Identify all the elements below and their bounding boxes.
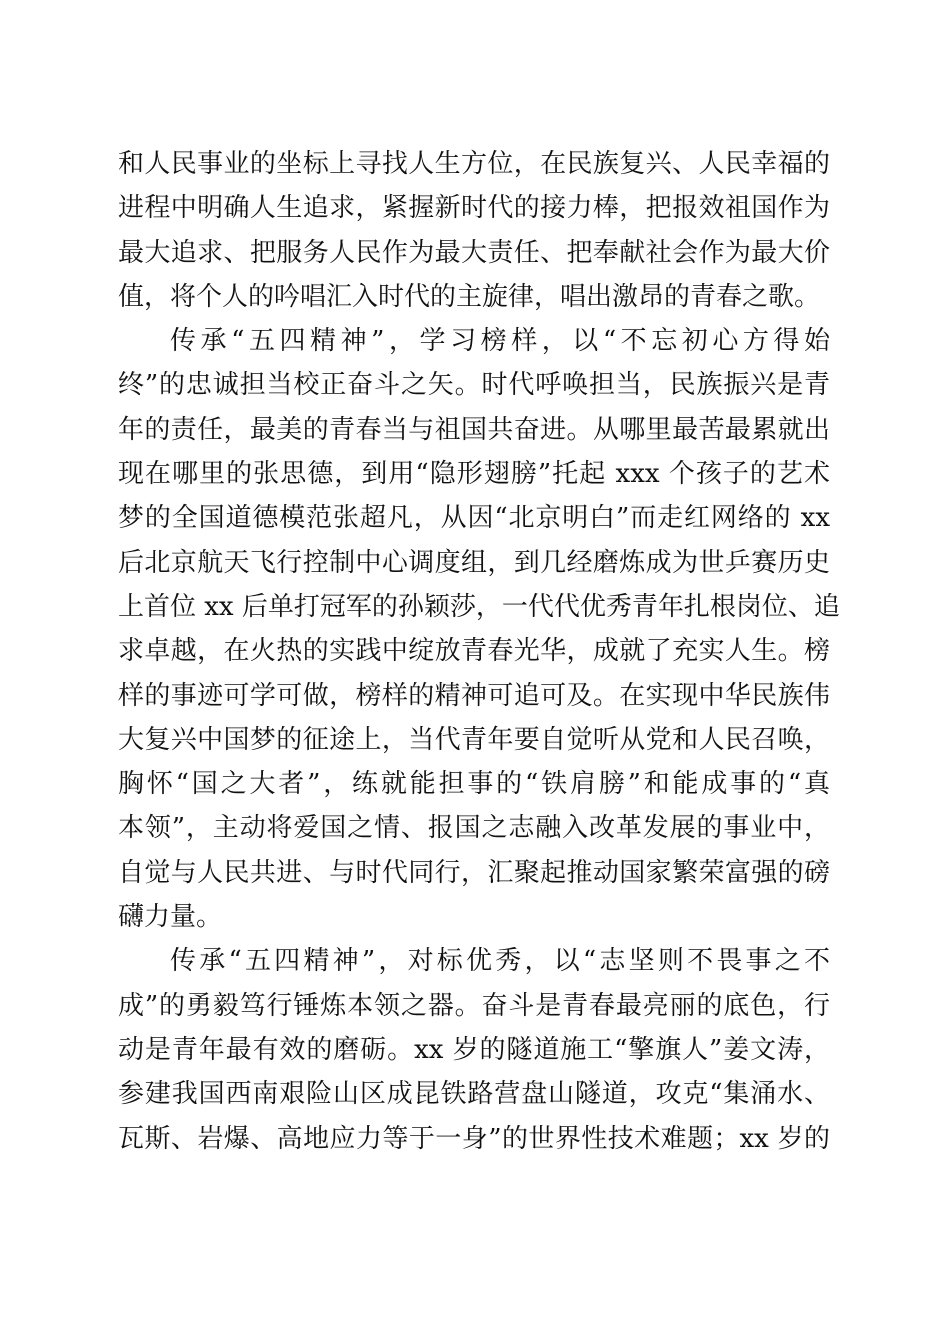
- text-line: 大复兴中国梦的征途上，当代青年要自觉听从党和人民召唤，: [118, 724, 830, 755]
- paragraph: [118, 939, 830, 1160]
- text-line: 自觉与人民共进、与时代同行，汇聚起推动国家繁荣富强的磅: [118, 857, 830, 888]
- text-line: 参建我国西南艰险山区成昆铁路营盘山隧道，攻克“集涌水、: [118, 1079, 830, 1110]
- text-line: 值，将个人的吟唱汇入时代的主旋律，唱出激昂的青春之歌。: [118, 281, 821, 312]
- text-line: 样的事迹可学可做，榜样的精神可追可及。在实现中华民族伟: [118, 680, 830, 711]
- text-line: 上首位 xx 后单打冠军的孙颖莎，一代代优秀青年扎根岗位、追: [118, 591, 840, 622]
- text-line: 成”的勇毅笃行锤炼本领之器。奋斗是青春最亮丽的底色，行: [118, 990, 830, 1021]
- text-line: 胸怀“国之大者”，练就能担事的“铁肩膀”和能成事的“真: [118, 769, 830, 800]
- text-line: 求卓越，在火热的实践中绽放青春光华，成就了充实人生。榜: [118, 636, 830, 667]
- text-line: 进程中明确人生追求，紧握新时代的接力棒，把报效祖国作为: [118, 193, 830, 224]
- text-line: 和人民事业的坐标上寻找人生方位，在民族复兴、人民幸福的: [118, 149, 830, 179]
- paragraph: [118, 142, 830, 319]
- text-line: 传承“五四精神”，对标优秀，以“志坚则不畏事之不: [170, 946, 830, 977]
- paragraph: [118, 319, 840, 939]
- text-line: 动是青年最有效的磨砺。xx 岁的隧道施工“擎旗人”姜文涛，: [118, 1034, 830, 1065]
- text-line: 瓦斯、岩爆、高地应力等于一身”的世界性技术难题；xx 岁的: [118, 1123, 830, 1154]
- text-line: 传承“五四精神”，学习榜样，以“不忘初心方得始: [170, 326, 830, 357]
- text-line: 本领”，主动将爱国之情、报国之志融入改革发展的事业中，: [118, 813, 830, 844]
- text-line: 终”的忠诚担当校正奋斗之矢。时代呼唤担当，民族振兴是青: [118, 370, 830, 401]
- text-line: 梦的全国道德模范张超凡，从因“北京明白”而走红网络的 xx: [118, 503, 830, 534]
- text-line: 年的责任，最美的青春当与祖国共奋进。从哪里最苦最累就出: [118, 414, 830, 445]
- text-line: 最大追求、把服务人民作为最大责任、把奉献社会作为最大价: [118, 237, 830, 268]
- text-line: 现在哪里的张思德，到用“隐形翅膀”托起 xxx 个孩子的艺术: [118, 459, 830, 490]
- text-line: 礴力量。: [118, 902, 223, 933]
- document-body: [118, 142, 840, 1161]
- text-line: 后北京航天飞行控制中心调度组，到几经磨炼成为世乒赛历史: [118, 547, 830, 578]
